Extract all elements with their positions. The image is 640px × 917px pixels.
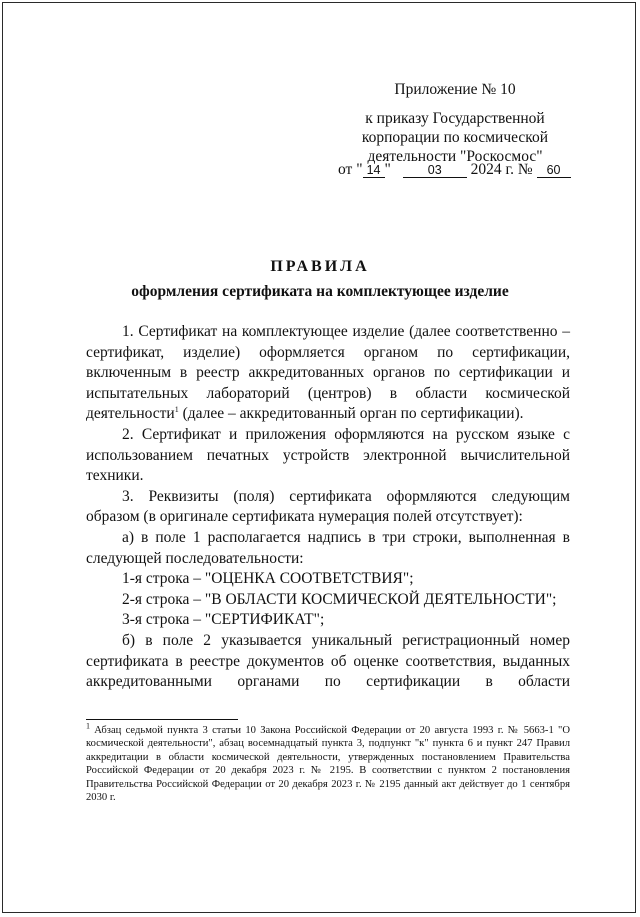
footnote-divider [86, 719, 238, 720]
document-title: ПРАВИЛА [270, 258, 370, 275]
order-line-2: корпорации по космической [361, 129, 549, 146]
date-year-label: 2024 г. № [470, 161, 533, 178]
paragraph-3b: б) в поле 2 указывается уникальный регистрационный номер сертификата в реестре документов об оценке соответствия, выданных аккредитованными органами по сертификации в области [86, 631, 570, 691]
order-line-1: к приказу Государственной [365, 110, 545, 127]
document-body [86, 322, 570, 693]
date-quote-close: " [384, 161, 391, 178]
order-number: 60 [537, 163, 571, 178]
footnote-text: Абзац седьмой пункта 3 статьи 10 Закона Российской Федерации от 20 августа 1993 г. № 5663-1 "О космической деятельности", абзац восемнадцатый пункта 3, подпункт "к" пункта 6 и пункт 247 Правил аккредитации в области космической деятельности, утвержденных постановлением Правительства Российской Федерации от 20 декабря 2023 г. № 2195. В соответствии с пунктом 2 постановления Правительства Российской Федерации от 20 декабря 2023 г. № 2195 данный акт действует до 1 сентября 2030 г. [86, 725, 570, 804]
date-prefix: от " [338, 161, 363, 178]
appendix-header [330, 80, 580, 166]
document-subtitle: оформления сертификата на комплектующее изделие [131, 283, 509, 300]
paragraph-3a: а) в поле 1 располагается надпись в три строки, выполненная в следующей последовательности: [86, 528, 570, 567]
order-line-3: деятельности "Роскосмос" [367, 148, 543, 165]
paragraph-3: 3. Реквизиты (поля) сертификата оформляются следующим образом (в оригинале сертификата нумерация полей отсутствует): [86, 487, 570, 526]
paragraph-1: 1. Сертификат на комплектующее изделие (далее соответственно – сертификат, изделие) оформляется органом по сертификации, включенным в реестр аккредитованных органов по сертификации и испытательных лабораторий (центров) в области космической деятельности$^1$ (далее – аккредитованный орган по сертификации). [86, 323, 570, 423]
order-date-line [338, 161, 578, 179]
field1-line-1: 1-я строка – "ОЦЕНКА СООТВЕТСТВИЯ"; [122, 570, 414, 588]
date-month: 03 [403, 163, 467, 178]
footnote [86, 721, 570, 804]
footnote-ref: 1 [174, 405, 179, 415]
date-day: 14 [363, 163, 385, 178]
field1-line-3: 3-я строка – "СЕРТИФИКАТ"; [122, 611, 325, 629]
paragraph-2: 2. Сертификат и приложения оформляются на русском языке с использованием печатных устройств электронной вычислительной техники. [86, 425, 570, 485]
appendix-number: Приложение № 10 [394, 81, 516, 98]
footnote-mark: 1 [86, 721, 90, 731]
field1-line-2: 2-я строка – "В ОБЛАСТИ КОСМИЧЕСКОЙ ДЕЯТЕЛЬНОСТИ"; [122, 590, 557, 608]
